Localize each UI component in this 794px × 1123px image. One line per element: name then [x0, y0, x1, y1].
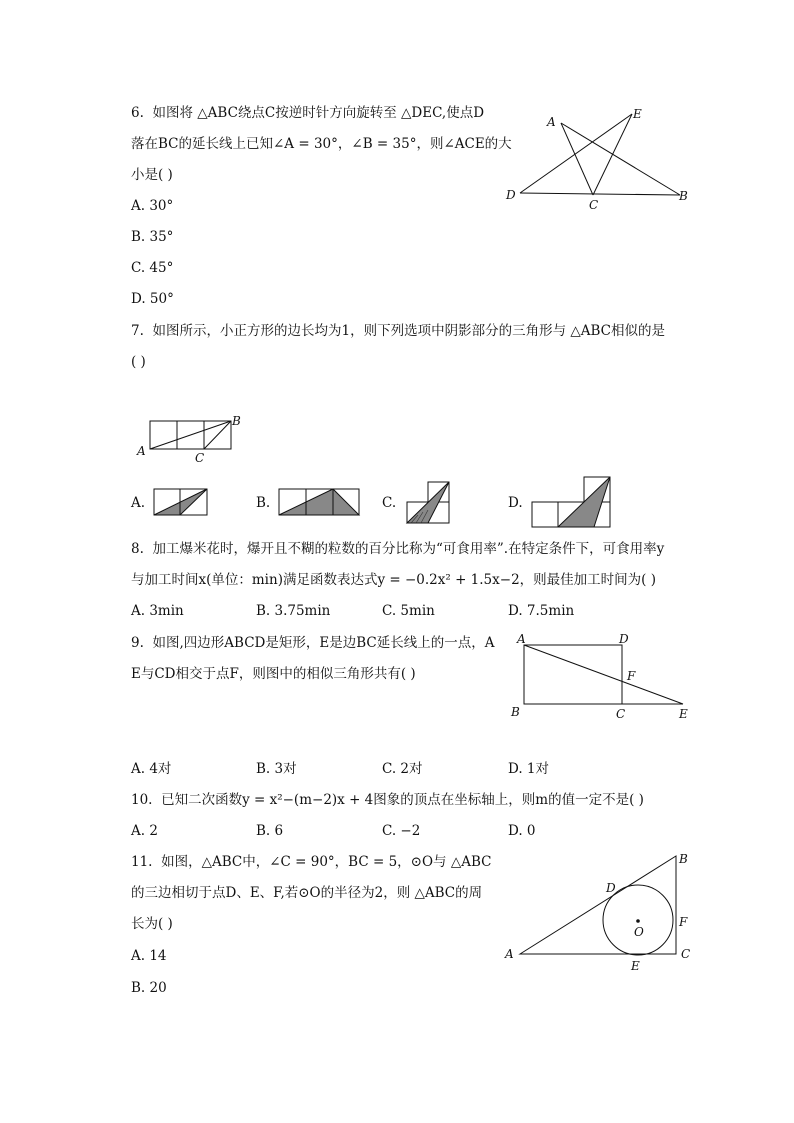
q6-number: 6.	[131, 105, 144, 121]
q9-line2: E与CD相交于点F，则图中的相似三角形共有( )	[131, 666, 416, 682]
q7-label-c: C	[195, 451, 205, 465]
q6-line-ac	[561, 123, 593, 195]
q7-option-d-figure[interactable]	[529, 474, 615, 530]
q7-option-b-shaded-triangle	[279, 489, 359, 515]
q9-rectangle-abcd	[524, 645, 622, 704]
q8-number: 8.	[131, 541, 144, 557]
q6-line3: 小是( )	[131, 167, 173, 183]
q9-label-c: C	[616, 707, 626, 721]
q6-line-ab	[561, 123, 680, 195]
q10-option-b[interactable]: B. 6	[256, 823, 284, 839]
q9-option-a[interactable]: A. 4对	[131, 761, 172, 777]
q6-label-d: D	[506, 188, 516, 202]
q8-text-line1	[131, 540, 664, 558]
q8-option-b[interactable]: B. 3.75min	[256, 603, 331, 619]
q7-segment-ab	[150, 421, 231, 449]
q10-text-line1	[131, 791, 644, 809]
q9-number: 9.	[131, 635, 144, 651]
q11-text-line1	[131, 853, 491, 871]
q7-line2: ( )	[131, 354, 146, 370]
q11-line3: 长为( )	[131, 916, 173, 932]
q7-label-b: B	[232, 414, 241, 428]
q11-center-o	[636, 919, 640, 923]
q6-label-b: B	[679, 189, 688, 203]
q6-label-e: E	[633, 107, 642, 121]
q10-option-c[interactable]: C. −2	[382, 823, 421, 839]
q11-line1: 如图，△ABC中，∠C = 90°，BC = 5，⊙O与 △ABC	[161, 854, 492, 870]
q9-option-d[interactable]: D. 1对	[508, 761, 550, 777]
q7-option-c[interactable]: C.	[382, 495, 397, 511]
q9-label-b: B	[511, 705, 520, 719]
q7-main-figure	[134, 410, 244, 466]
q6-line2: 落在BC的延长线上已知∠A = 30°，∠B = 35°，则∠ACE的大	[131, 136, 512, 152]
q7-option-b[interactable]: B.	[256, 495, 271, 511]
q9-option-b[interactable]: B. 3对	[256, 761, 297, 777]
q9-label-a: A	[517, 632, 526, 646]
q8-option-a[interactable]: A. 3min	[131, 603, 184, 619]
q9-figure	[505, 628, 705, 726]
q11-label-c: C	[681, 947, 691, 961]
q8-line1: 加工爆米花时，爆开且不糊的粒数的百分比称为“可食用率”.在特定条件下，可食用率y	[152, 541, 665, 557]
q8-option-d[interactable]: D. 7.5min	[508, 603, 575, 619]
q11-label-f: F	[679, 915, 688, 929]
q8-line2: 与加工时间x(单位：min)满足函数表达式y = −0.2x² + 1.5x−2，则最佳加工时间为( )	[131, 572, 656, 588]
q6-option-b[interactable]: B. 35°	[131, 229, 174, 245]
q11-line2: 的三边相切于点D、E、F,若⊙O的半径为2，则 △ABC的周	[131, 885, 483, 901]
q11-figure	[500, 848, 700, 976]
q7-number: 7.	[131, 323, 144, 339]
q10-number: 10.	[131, 792, 153, 808]
q6-text-line1	[131, 104, 484, 122]
q6-option-d[interactable]: D. 50°	[131, 291, 174, 307]
q7-option-a[interactable]: A.	[131, 495, 146, 511]
q6-figure	[500, 100, 700, 215]
q7-option-a-figure[interactable]	[152, 488, 210, 518]
q6-option-a[interactable]: A. 30°	[131, 198, 174, 214]
q11-label-o: O	[634, 925, 644, 939]
q6-label-a: A	[547, 115, 556, 129]
q11-triangle-abc	[520, 856, 676, 954]
q9-label-e: E	[679, 707, 688, 721]
q7-text-line1	[131, 322, 665, 340]
q9-text-line1	[131, 634, 494, 652]
q6-label-c: C	[589, 198, 599, 212]
q7-line1: 如图所示，小正方形的边长均为1，则下列选项中阴影部分的三角形与 △ABC相似的是	[152, 323, 665, 339]
q6-line-db	[520, 193, 680, 195]
q11-label-d: D	[606, 881, 616, 895]
q7-option-c-figure[interactable]	[403, 480, 453, 526]
q11-option-a[interactable]: A. 14	[131, 948, 167, 964]
q7-option-b-figure[interactable]	[277, 488, 363, 518]
q8-option-c[interactable]: C. 5min	[382, 603, 435, 619]
q9-label-d: D	[619, 632, 629, 646]
q7-option-d[interactable]: D.	[508, 495, 523, 511]
q6-line1: 如图将 △ABC绕点C按逆时针方向旋转至 △DEC,使点D	[152, 105, 485, 121]
q7-label-a: A	[137, 444, 146, 458]
q11-label-a: A	[505, 947, 514, 961]
q10-option-a[interactable]: A. 2	[131, 823, 158, 839]
q10-line1: 已知二次函数y = x²−(m−2)x + 4图象的顶点在坐标轴上，则m的值一定不是( )	[161, 792, 644, 808]
q11-label-e: E	[631, 959, 640, 973]
q9-label-f: F	[627, 669, 636, 683]
q6-line-ec	[593, 114, 632, 195]
q6-line-ed	[520, 114, 632, 193]
q9-segment-ae	[524, 645, 683, 704]
q11-label-b: B	[679, 852, 688, 866]
q10-option-d[interactable]: D. 0	[508, 823, 536, 839]
q9-line1: 如图,四边形ABCD是矩形，E是边BC延长线上的一点，A	[152, 635, 495, 651]
q6-option-c[interactable]: C. 45°	[131, 260, 174, 276]
q9-option-c[interactable]: C. 2对	[382, 761, 423, 777]
q11-number: 11.	[131, 854, 153, 870]
q11-option-b[interactable]: B. 20	[131, 980, 167, 996]
